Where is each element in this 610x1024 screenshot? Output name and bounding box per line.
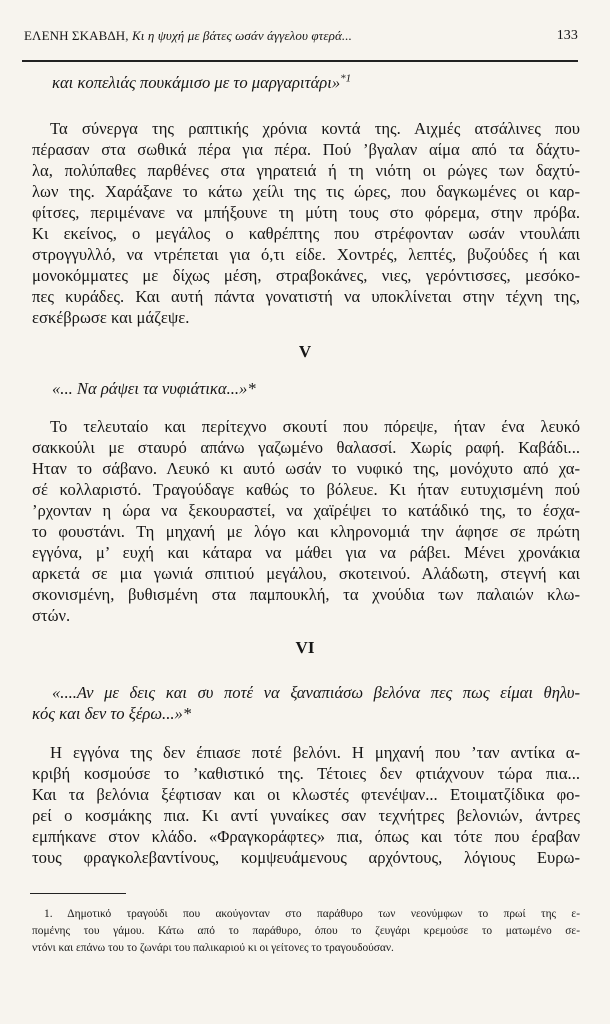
- footnote-line: 1. Δημοτικό τραγούδι που ακούγονταν στο παράθυρο των νεονύμφων το πρωί της ε-: [44, 908, 580, 920]
- paragraph2-line: στών.: [32, 606, 71, 625]
- running-head-author: ΕΛΕΝΗ ΣΚΑΒΔΗ,: [24, 28, 129, 43]
- paragraph1-line: στρογγυλλό, να ντρέπεται για ό,τι είδε. Χοντρές, λεπτές, βυζούδες ή και: [32, 245, 580, 264]
- paragraph3-line: κριβή κοσμούσε το ’καθιστικό της. Τέτοιες δεν φτιάχνουν τώρα πια...: [32, 764, 580, 783]
- paragraph3-line: Η εγγόνα της δεν έπιασε ποτέ βελόνι. Η μηχανή που ’ταν αντίκα α-: [50, 743, 580, 762]
- paragraph1-line: εσκέβρωσε και μάζεψε.: [32, 308, 190, 327]
- paragraph2-line: αρκετά σε μια γωνιά σπιτιού μεγάλου, σκοτεινού. Αλάδωτη, στεγνή και: [32, 564, 580, 583]
- paragraph2-line: σέ κολλαριστό. Τραγούδαγε καθώς το βόλευε. Κι ήταν ευτυχισμένη πού: [32, 480, 580, 499]
- paragraph1-line: πες κυράδες. Και αυτή πάντα γονατιστή να υποκλίνεται στην τέχνη της,: [32, 287, 580, 306]
- running-head-title: Κι η ψυχή με βάτες ωσάν άγγελου φτερά...: [132, 28, 352, 43]
- paragraph2-line: Ηταν το σάβανο. Λευκό κι αυτό ωσάν το νυφικό της, μονόχυτο από χα-: [32, 459, 580, 478]
- footnote-rule: [30, 893, 126, 894]
- top-epigraph-text: και κοπελιάς πουκάμισο με το μαργαριτάρι»: [52, 73, 341, 92]
- paragraph3-line: ρεί ο κοσμάκης πια. Κι αντί γυναίκες σαν τεχνήτρες βελονιών, άντρες: [32, 806, 580, 825]
- footnote-line: ντόνι και επάνω του το ζωνάρι του παλικαριού κι οι γείτονες το τραγουδούσαν.: [32, 942, 394, 954]
- section-heading-vi: VI: [295, 638, 315, 657]
- paragraph2-line: σακκούλι με σταυρό απάνω γαζωμένο θαλασσί. Χωρίς ραφή. Καβάδι...: [32, 438, 580, 457]
- page-number: 133: [556, 28, 578, 43]
- paragraph3-line: τους φραγκολεβαντίνους, κομψευάμενους αρχόντους, λόγιους Ευρω-: [32, 848, 580, 867]
- paragraph2-line: ’ρχονταν η ώρα να ξεκουραστεί, να χαϊρέψει το κατάδικό της, το έσχα-: [32, 501, 580, 520]
- paragraph2-line: σκονισμένη, βυθισμένη στα παμπουκλή, τα χνούδια των παλαιών κλω-: [32, 585, 580, 604]
- paragraph2-line: το φουστάνι. Τη μηχανή με λόγο και κληρονομιά την άφησε σε πρώτη: [32, 522, 580, 541]
- footnote-marker: *1: [340, 72, 352, 85]
- paragraph3-line: εμπήκανε στον κλάδο. «Φραγκοράφτες» πια, όπως και τότε που έραβαν: [32, 827, 580, 846]
- paragraph1-line: Κι εκείνος, ο μεγάλος ο καθρέπτης που στρέφονταν ωσάν ντουλάπι: [32, 224, 580, 243]
- top-epigraph: [52, 72, 580, 93]
- section-vi-epigraph-line: «....Αν με δεις και συ ποτέ να ξαναπιάσω βελόνα πες πως είμαι θηλυ-: [52, 683, 580, 702]
- paragraph3-line: Και τα βελόνια ξέφτισαν και οι κλωστές φτενέψαν... Ετοιματζίδικα φο-: [32, 785, 580, 804]
- paragraph1-line: λων της. Χαράξανε το κάτω χείλι της τις ώρες, που δαγκωμένες οι καρ-: [32, 182, 580, 201]
- section-v-epigraph: «... Να ράψει τα νυφιάτικα...»*: [52, 379, 256, 398]
- section-heading-v: V: [298, 342, 312, 361]
- paragraph1-line: πέρασαν στα σωθικά πέρα για πέρα. Πού ’βγαλαν αίμα από τα δάχτυ-: [32, 140, 580, 159]
- paragraph1-line: Τα σύνεργα της ραπτικής χρόνια κοντά της. Αιχμές ατσάλινες που: [50, 119, 580, 138]
- footnote-line: πομένης του γάμου. Κάτω από το παράθυρο, όπου το ζευγάρι κρεμούσε το ματωμένο σε-: [32, 925, 580, 937]
- paragraph1-line: μονοκόμματες με δίχως μέση, στραβοκάνες, νιες, γερόντισσες, μεσόκο-: [32, 266, 580, 285]
- paragraph2-line: εγγόνα, μ’ ευχή και κάταρα να μάθει για να ράβει. Μένει χρονάκια: [32, 543, 580, 562]
- running-head: [24, 28, 578, 50]
- header-rule: [22, 60, 578, 62]
- section-vi-epigraph-line: κός και δεν το ξέρω...»*: [32, 704, 192, 723]
- paragraph1-line: φίτσες, περιμένανε να μπήξουνε τη μύτη τους στο φόρεμα, στην πρόβα.: [32, 203, 580, 222]
- paragraph2-line: Το τελευταίο και περίτεχνο σκουτί που πόρεψε, ήταν ένα λευκό: [50, 417, 580, 436]
- paragraph1-line: λα, πολύπαθες παρθένες στα γηρατειά ή τη νιότη οι ρώγες των δαχτύ-: [32, 161, 580, 180]
